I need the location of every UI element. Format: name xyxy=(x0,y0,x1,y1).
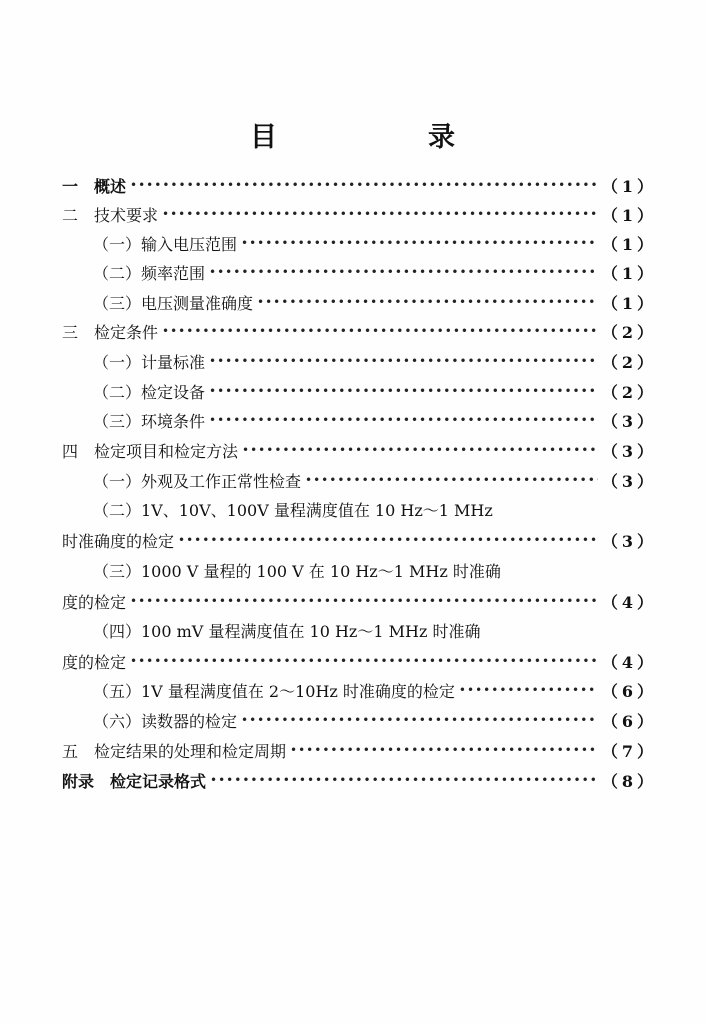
toc-entry xyxy=(62,525,657,555)
dot-leader xyxy=(257,295,598,309)
toc-entry xyxy=(62,586,657,616)
dot-leader xyxy=(130,178,598,192)
toc-entry-text: （一）外观及工作正常性检查 xyxy=(93,471,302,491)
toc-entry-first-line: （二）1V、10V、100V 量程满度值在 10 Hz～1 MHz xyxy=(93,501,493,520)
toc-page-number: （1） xyxy=(601,293,657,313)
toc-entry-text: 二 技术要求 xyxy=(62,205,159,225)
toc-entry xyxy=(62,316,657,346)
toc-page-number: （8） xyxy=(601,771,657,791)
toc-entry-text: 附录 检定记录格式 xyxy=(62,771,207,791)
toc-entry-text: （二）检定设备 xyxy=(93,382,206,402)
toc-entry-text: （一）计量标准 xyxy=(93,352,206,372)
toc-entry xyxy=(93,257,657,287)
toc-entry-text: 时准确度的检定 xyxy=(62,531,175,551)
toc-entry-text: 五 检定结果的处理和检定周期 xyxy=(62,741,287,761)
toc-page-number: （3） xyxy=(601,411,657,431)
dot-leader xyxy=(305,473,598,487)
dot-leader xyxy=(178,533,598,547)
dot-leader xyxy=(290,743,598,757)
toc-entry xyxy=(93,287,657,317)
toc-entry-first-line: （四）100 mV 量程满度值在 10 Hz～1 MHz 时准确 xyxy=(93,622,481,641)
dot-leader xyxy=(242,443,598,457)
toc-entry-text: 四 检定项目和检定方法 xyxy=(62,441,239,461)
toc-page-number: （7） xyxy=(601,741,657,761)
toc-entry xyxy=(93,405,657,435)
toc-entry xyxy=(62,646,657,676)
toc-entry xyxy=(93,675,657,705)
toc-entry xyxy=(93,376,657,406)
toc-page-number: （1） xyxy=(601,176,657,196)
dot-leader xyxy=(209,413,598,427)
toc-page-number: （2） xyxy=(601,322,657,342)
dot-leader xyxy=(210,773,598,787)
toc-page-number: （4） xyxy=(601,592,657,612)
dot-leader xyxy=(241,713,598,727)
toc-entry xyxy=(93,465,657,495)
toc-entry xyxy=(62,765,657,795)
toc-page-number: （1） xyxy=(601,263,657,283)
toc-entry-text: （六）读数器的检定 xyxy=(93,711,238,731)
toc-page-number: （1） xyxy=(601,234,657,254)
toc-entry-first-line: （三）1000 V 量程的 100 V 在 10 Hz～1 MHz 时准确 xyxy=(93,562,501,581)
toc-page-number: （3） xyxy=(601,441,657,461)
dot-leader xyxy=(209,265,598,279)
toc-entry-text: 度的检定 xyxy=(62,652,127,672)
dot-leader xyxy=(162,207,598,221)
toc-entry-text: （三）环境条件 xyxy=(93,411,206,431)
toc-page-number: （1） xyxy=(601,205,657,225)
dot-leader xyxy=(209,354,598,368)
toc-entry-text: 度的检定 xyxy=(62,592,127,612)
toc-entry-text: 三 检定条件 xyxy=(62,322,159,342)
dot-leader xyxy=(162,324,598,338)
page-title: 目 录 xyxy=(250,122,517,153)
toc-entry xyxy=(93,705,657,735)
toc-entry xyxy=(62,735,657,765)
toc-entry xyxy=(62,199,657,229)
toc-entry-text: （二）频率范围 xyxy=(93,263,206,283)
toc-entry-text: 一 概述 xyxy=(62,176,127,196)
toc-page-number: （3） xyxy=(601,531,657,551)
toc-entry xyxy=(93,228,657,258)
toc-page-number: （4） xyxy=(601,652,657,672)
toc-entry-text: （一）输入电压范围 xyxy=(93,234,238,254)
toc-entry-text: （五）1V 量程满度值在 2～10Hz 时准确度的检定 xyxy=(93,681,455,701)
toc-entry xyxy=(62,435,657,465)
toc-page-number: （2） xyxy=(601,382,657,402)
toc-page-number: （2） xyxy=(601,352,657,372)
dot-leader xyxy=(459,683,598,697)
toc-page-number: （3） xyxy=(601,471,657,491)
toc-entry-text: （三）电压测量准确度 xyxy=(93,293,254,313)
toc-page-number: （6） xyxy=(601,681,657,701)
dot-leader xyxy=(130,594,598,608)
toc-page-number: （6） xyxy=(601,711,657,731)
toc-entry xyxy=(62,170,657,200)
dot-leader xyxy=(130,654,598,668)
dot-leader xyxy=(209,384,598,398)
dot-leader xyxy=(241,236,598,250)
toc-entry xyxy=(93,346,657,376)
